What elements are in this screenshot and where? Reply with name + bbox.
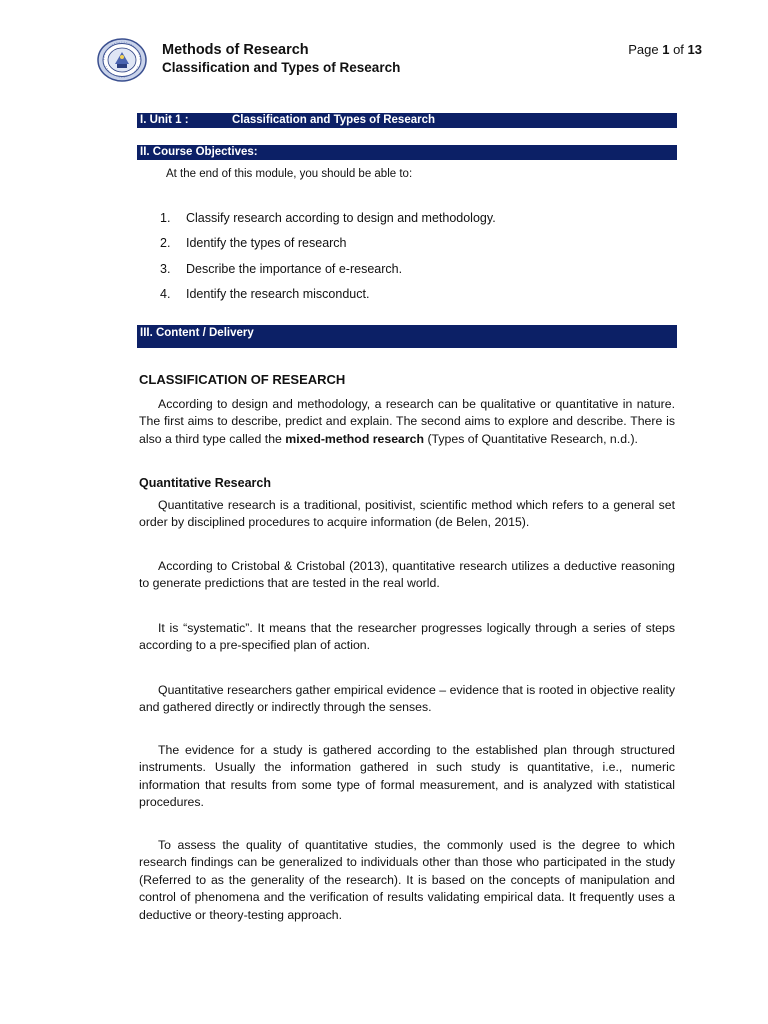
document-title: Methods of Research	[162, 42, 309, 58]
unit-title: Classification and Types of Research	[232, 114, 436, 126]
paragraph: To assess the quality of quantitative studies, the commonly used is the degree to which research findings can be generalized to individuals other than those who participated in the study (Referred to as the generality of the research). It is based on the concepts of manipulation and control of phenomena and the verification of results validating empirical data. It frequently uses a deductive or theory-testing approach.	[139, 838, 675, 922]
classification-heading: CLASSIFICATION OF RESEARCH	[139, 372, 346, 387]
university-seal-icon	[97, 38, 147, 82]
unit-label: I. Unit 1 :	[140, 114, 189, 126]
objectives-list	[160, 210, 496, 311]
objectives-heading: II. Course Objectives:	[137, 145, 677, 160]
document-subtitle: Classification and Types of Research	[162, 60, 401, 75]
list-item: 4. Identify the research misconduct.	[160, 286, 370, 301]
paragraph: The evidence for a study is gathered according to the established plan through structured instruments. Usually the information gathered in such study is quantitative, i.e., numeric information that results from some type of formal measurement, and is analyzed with statistical procedures.	[139, 743, 675, 810]
content-heading: III. Content / Delivery	[137, 325, 677, 348]
list-item: 2. Identify the types of research	[160, 236, 347, 251]
mixed-method-term: mixed-method research	[285, 431, 425, 446]
page-of: of	[673, 42, 684, 57]
quantitative-heading: Quantitative Research	[139, 476, 271, 490]
list-item: 3. Describe the importance of e-research.	[160, 261, 403, 276]
paragraph: Quantitative research is a traditional, positivist, scientific method which refers to a general set order by disciplined procedures to acquire information (de Belen, 2015).	[139, 498, 675, 530]
list-item: 1. Classify research according to design and methodology.	[160, 211, 496, 225]
page-counter	[628, 42, 702, 58]
page-current: 1	[662, 42, 670, 57]
classification-paragraph: According to design and methodology, a research can be qualitative or quantitative in nature. The first aims to describe, predict and explain. The second aims to explore and describe. There is also a third type called the mixed-method research (Types of Quantitative Research, n.d.).	[139, 397, 675, 446]
page-label: Page	[628, 42, 659, 57]
objectives-intro: At the end of this module, you should be able to:	[166, 168, 413, 180]
page-total: 13	[687, 42, 702, 57]
unit-bar	[137, 113, 677, 128]
paragraph: Quantitative researchers gather empirical evidence – evidence that is rooted in objective reality and gathered directly or indirectly through the senses.	[139, 683, 675, 715]
paragraph: According to Cristobal & Cristobal (2013), quantitative research utilizes a deductive reasoning to generate predictions that are tested in the real world.	[139, 559, 675, 591]
paragraph: It is “systematic”. It means that the researcher progresses logically through a series of steps according to a pre-specified plan of action.	[139, 621, 675, 653]
